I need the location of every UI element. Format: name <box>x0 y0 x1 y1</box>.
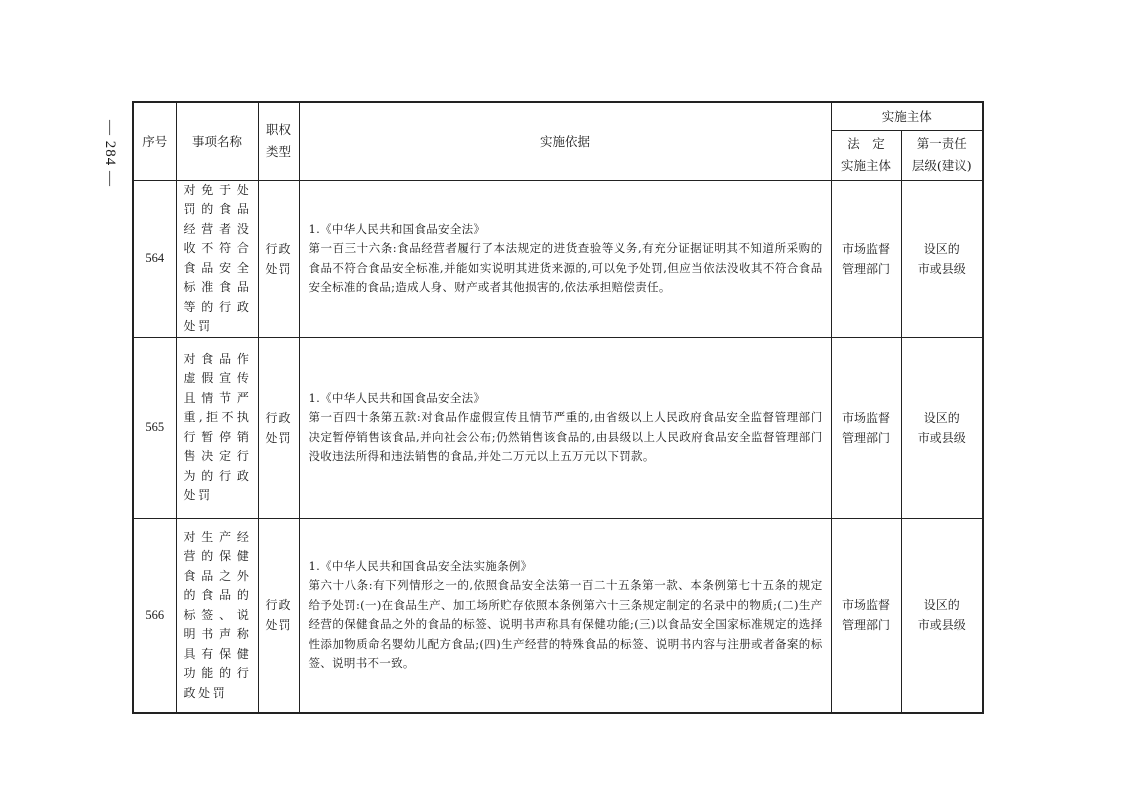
row-item-name: 对生产经营的保健食品之外的食品的标签、说明书声称具有保健功能的行政处罚 <box>176 518 258 713</box>
header-authority-type-line1: 职权 <box>265 122 291 138</box>
header-implementing-entity: 实施主体 <box>831 102 983 130</box>
header-first-responsible-line1: 第一责任 <box>916 136 967 151</box>
row-level-line2: 市或县级 <box>917 618 966 633</box>
row-level-line1: 设区的 <box>923 241 960 256</box>
table-row <box>133 180 983 337</box>
row-seq: 565 <box>133 337 176 518</box>
row-body-line1: 市场监督 <box>841 598 890 613</box>
row-authority-type <box>258 518 299 713</box>
header-row-1 <box>133 102 983 130</box>
row-legal-entity <box>831 337 901 518</box>
row-body-line1: 市场监督 <box>841 241 890 256</box>
row-legal-entity <box>831 180 901 337</box>
row-first-responsible <box>901 337 983 518</box>
row-type-line2: 处罚 <box>265 430 292 445</box>
row-basis <box>299 337 831 518</box>
row-article-text: 第六十八条:有下列情形之一的,依照食品安全法第一百二十五条第一款、本条例第七十五条的规定给予处罚:(一)在食品生产、加工场所贮存依照本条例第六十三条规定制定的名录中的物质;(二)生产经营的保健食品之外的食品的标签、说明书声称具有保健功能;(三)以食品安全国家标准规定的选择性添加物质命名婴幼儿配方食品;(四)生产经营的特殊食品的标签、说明书内容与注册或者备案的标签、说明书不一致。 <box>308 578 823 671</box>
row-body-line1: 市场监督 <box>841 410 890 425</box>
row-item-name: 对食品作虚假宣传且情节严重,拒不执行暂停销售决定行为的行政处罚 <box>176 337 258 518</box>
enforcement-items-table <box>132 101 984 714</box>
header-authority-type <box>258 102 299 180</box>
row-level-line1: 设区的 <box>923 598 960 613</box>
row-type-line1: 行政 <box>265 598 292 613</box>
row-item-name: 对免于处罚的食品经营者没收不符合食品安全标准食品等的行政处罚 <box>176 180 258 337</box>
row-basis <box>299 518 831 713</box>
row-authority-type <box>258 180 299 337</box>
row-level-line1: 设区的 <box>923 410 960 425</box>
row-seq: 564 <box>133 180 176 337</box>
header-legal-entity <box>831 130 901 180</box>
row-authority-type <box>258 337 299 518</box>
row-level-line2: 市或县级 <box>917 261 966 276</box>
header-legal-entity-line2: 实施主体 <box>840 158 891 173</box>
header-legal-entity-line1: 法 定 <box>847 136 885 151</box>
row-legal-entity <box>831 518 901 713</box>
page-number: — 284 — <box>102 120 118 187</box>
row-first-responsible <box>901 180 983 337</box>
row-type-line2: 处罚 <box>265 261 292 276</box>
row-article-text: 第一百三十六条:食品经营者履行了本法规定的进货查验等义务,有充分证据证明其不知道所采购的食品不符合食品安全标准,并能如实说明其进货来源的,可以免予处罚,但应当依法没收其不符合食品安全标准的食品;造成人身、财产或者其他损害的,依法承担赔偿责任。 <box>308 241 823 294</box>
header-item-name: 事项名称 <box>176 102 258 180</box>
row-law-title: 1.《中华人民共和国食品安全法》 <box>308 390 486 405</box>
header-authority-type-line2: 类型 <box>265 144 291 160</box>
row-law-title: 1.《中华人民共和国食品安全法实施条例》 <box>308 559 533 574</box>
header-first-responsible-line2: 层级(建议) <box>911 158 972 173</box>
row-type-line2: 处罚 <box>265 618 292 633</box>
row-type-line1: 行政 <box>265 410 292 425</box>
row-first-responsible <box>901 518 983 713</box>
row-body-line2: 管理部门 <box>841 618 890 633</box>
row-level-line2: 市或县级 <box>917 430 966 445</box>
row-seq: 566 <box>133 518 176 713</box>
header-basis: 实施依据 <box>299 102 831 180</box>
header-first-responsible <box>901 130 983 180</box>
row-body-line2: 管理部门 <box>841 261 890 276</box>
row-type-line1: 行政 <box>265 241 292 256</box>
row-article-text: 第一百四十条第五款:对食品作虚假宣传且情节严重的,由省级以上人民政府食品安全监督管理部门决定暂停销售该食品,并向社会公布;仍然销售该食品的,由县级以上人民政府食品安全监督管理部门没收违法所得和违法销售的食品,并处二万元以上五万元以下罚款。 <box>308 410 823 463</box>
row-basis <box>299 180 831 337</box>
table-row <box>133 518 983 713</box>
header-seq: 序号 <box>133 102 176 180</box>
table-row <box>133 337 983 518</box>
row-body-line2: 管理部门 <box>841 430 890 445</box>
row-law-title: 1.《中华人民共和国食品安全法》 <box>308 221 486 236</box>
